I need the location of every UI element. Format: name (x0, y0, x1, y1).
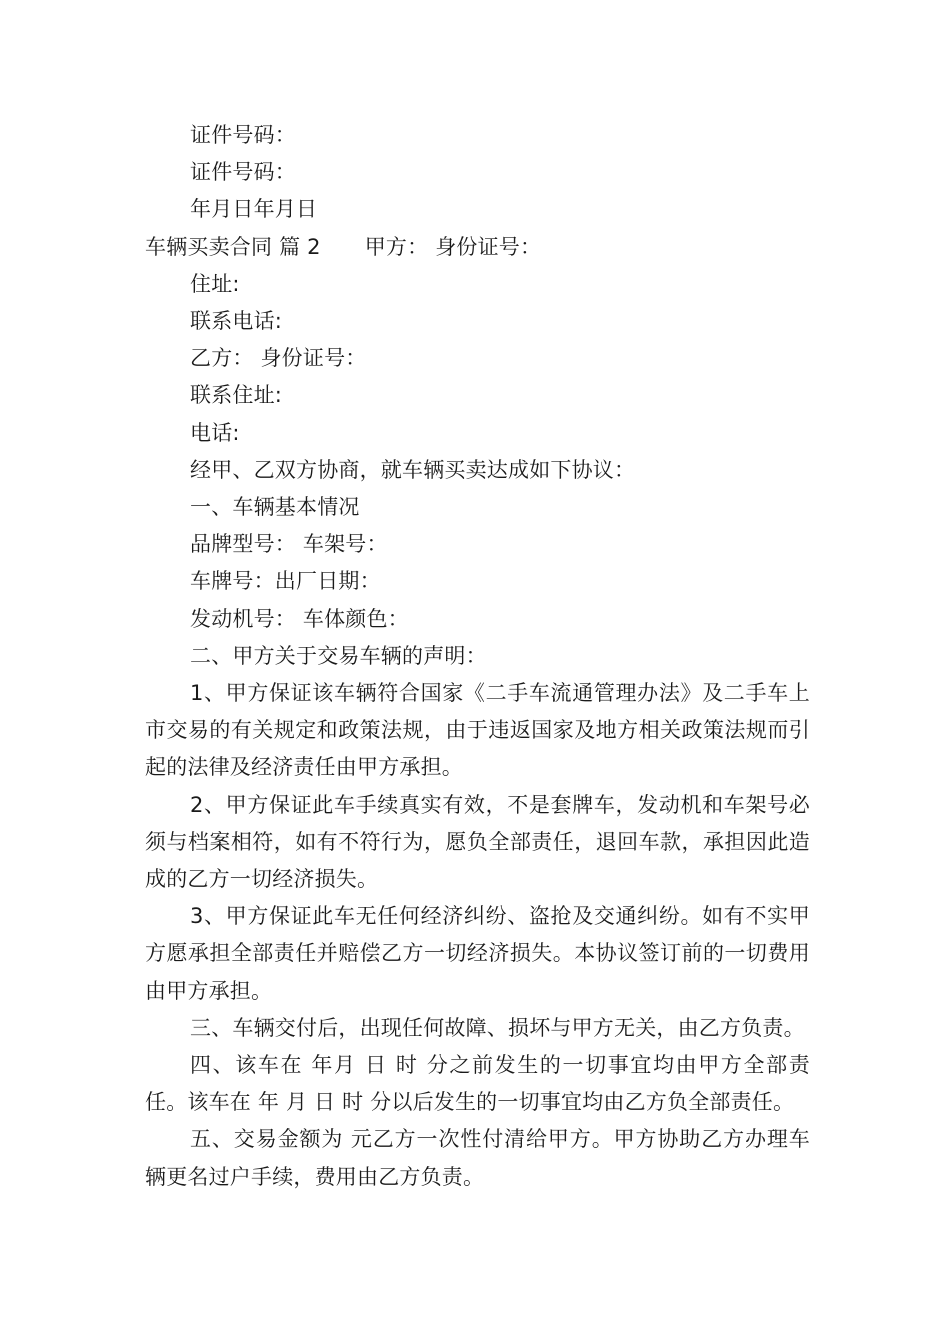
party-b-id-label: 乙方： 身份证号： (190, 346, 367, 371)
agreement-intro: 经甲、乙双方协商，就车辆买卖达成如下协议： (190, 457, 636, 482)
brand-model-line: 品牌型号： 车架号： (190, 532, 388, 557)
contract-body (145, 117, 810, 1196)
section-5-paragraph: 五、交易金额为 元乙方一次性付清给甲方。甲方协助乙方办理车辆更名过户手续，费用由乙方负责。 (145, 1127, 810, 1189)
party-a-address-label: 住址: (190, 271, 240, 296)
section-2-item-3: 3、甲方保证此车无任何经济纠纷、盗抢及交通纠纷。如有不实甲方愿承担全部责任并赔偿乙方一切经济损失。本协议签订前的一切费用由甲方承担。 (145, 904, 810, 1003)
section-1-heading: 一、车辆基本情况 (190, 495, 360, 520)
contract-title-row (145, 229, 810, 266)
section-2-item-2: 2、甲方保证此车手续真实有效，不是套牌车，发动机和车架号必须与档案相符，如有不符行为，愿负全部责任，退回车款，承担因此造成的乙方一切经济损失。 (145, 792, 810, 892)
engine-color-line: 发动机号： 车体颜色： (190, 606, 409, 631)
section-2-item-1: 1、甲方保证该车辆符合国家《二手车流通管理办法》及二手车上市交易的有关规定和政策法规，由于违返国家及地方相关政策法规而引起的法律及经济责任由甲方承担。 (145, 681, 810, 780)
party-b-phone-label: 电话: (190, 420, 240, 445)
section-3-paragraph: 三、车辆交付后，出现任何故障、损坏与甲方无关，由乙方负责。 (190, 1015, 805, 1040)
id-number-line-1: 证件号码： (190, 123, 296, 147)
date-line: 年月日年月日 (190, 197, 318, 222)
contract-title: 车辆买卖合同 篇 2 (145, 234, 321, 259)
party-a-phone-label: 联系电话: (190, 309, 283, 334)
section-4-paragraph: 四、该车在 年月 日 时 分之前发生的一切事宜均由甲方全部责任。该车在 年 月 日 时 分以后发生的一切事宜均由乙方负全部责任。 (145, 1053, 810, 1115)
id-number-line-2: 证件号码： (190, 160, 296, 185)
plate-date-line: 车牌号：出厂日期： (190, 569, 381, 594)
party-a-id-label: 甲方： 身份证号： (364, 234, 542, 259)
party-b-address-label: 联系住址: (190, 383, 283, 408)
section-2-heading: 二、甲方关于交易车辆的声明： (190, 643, 487, 668)
